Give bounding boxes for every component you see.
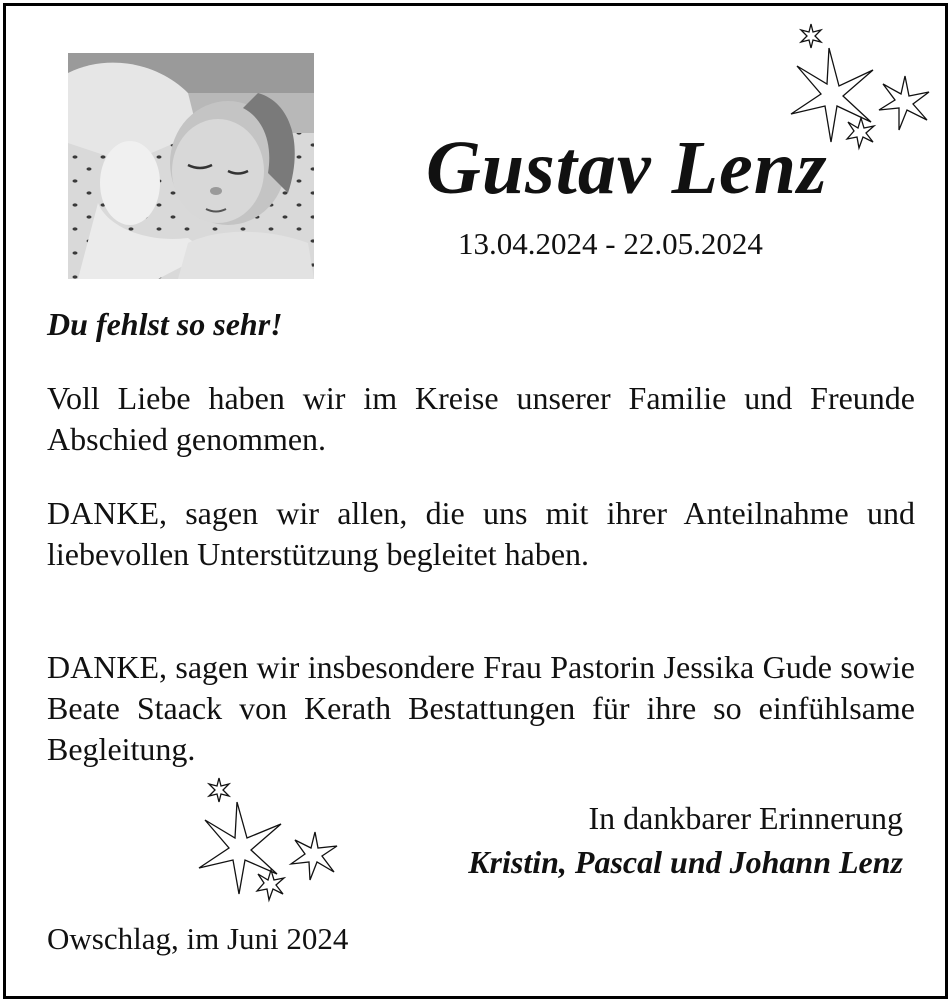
sleeping-baby-photo-illustration — [68, 53, 314, 279]
place-and-date: Owschlag, im Juni 2024 — [47, 921, 349, 956]
star-cluster-icon-bottom — [191, 774, 351, 919]
slogan: Du fehlst so sehr! — [47, 306, 283, 342]
obituary-notice-frame — [3, 3, 948, 999]
deceased-name: Gustav Lenz — [426, 126, 828, 210]
baby-photo — [68, 53, 314, 279]
paragraph-farewell: Voll Liebe haben wir im Kreise unserer Familie und Freunde Abschied genommen. — [47, 380, 915, 457]
signatories: Kristin, Pascal und Johann Lenz — [468, 844, 903, 880]
paragraph-thanks-all: DANKE, sagen wir allen, die uns mit ihrer Anteilnahme und liebevollen Unterstützung begleitet haben. — [47, 495, 915, 572]
closing-line: In dankbarer Erinnerung — [588, 800, 903, 836]
paragraph-thanks-special: DANKE, sagen wir insbesondere Frau Pastorin Jessika Gude sowie Beate Staack von Kerath Bestattungen für ihre so einfühlsame Begleitung. — [47, 649, 915, 767]
life-dates: 13.04.2024 - 22.05.2024 — [458, 226, 763, 261]
